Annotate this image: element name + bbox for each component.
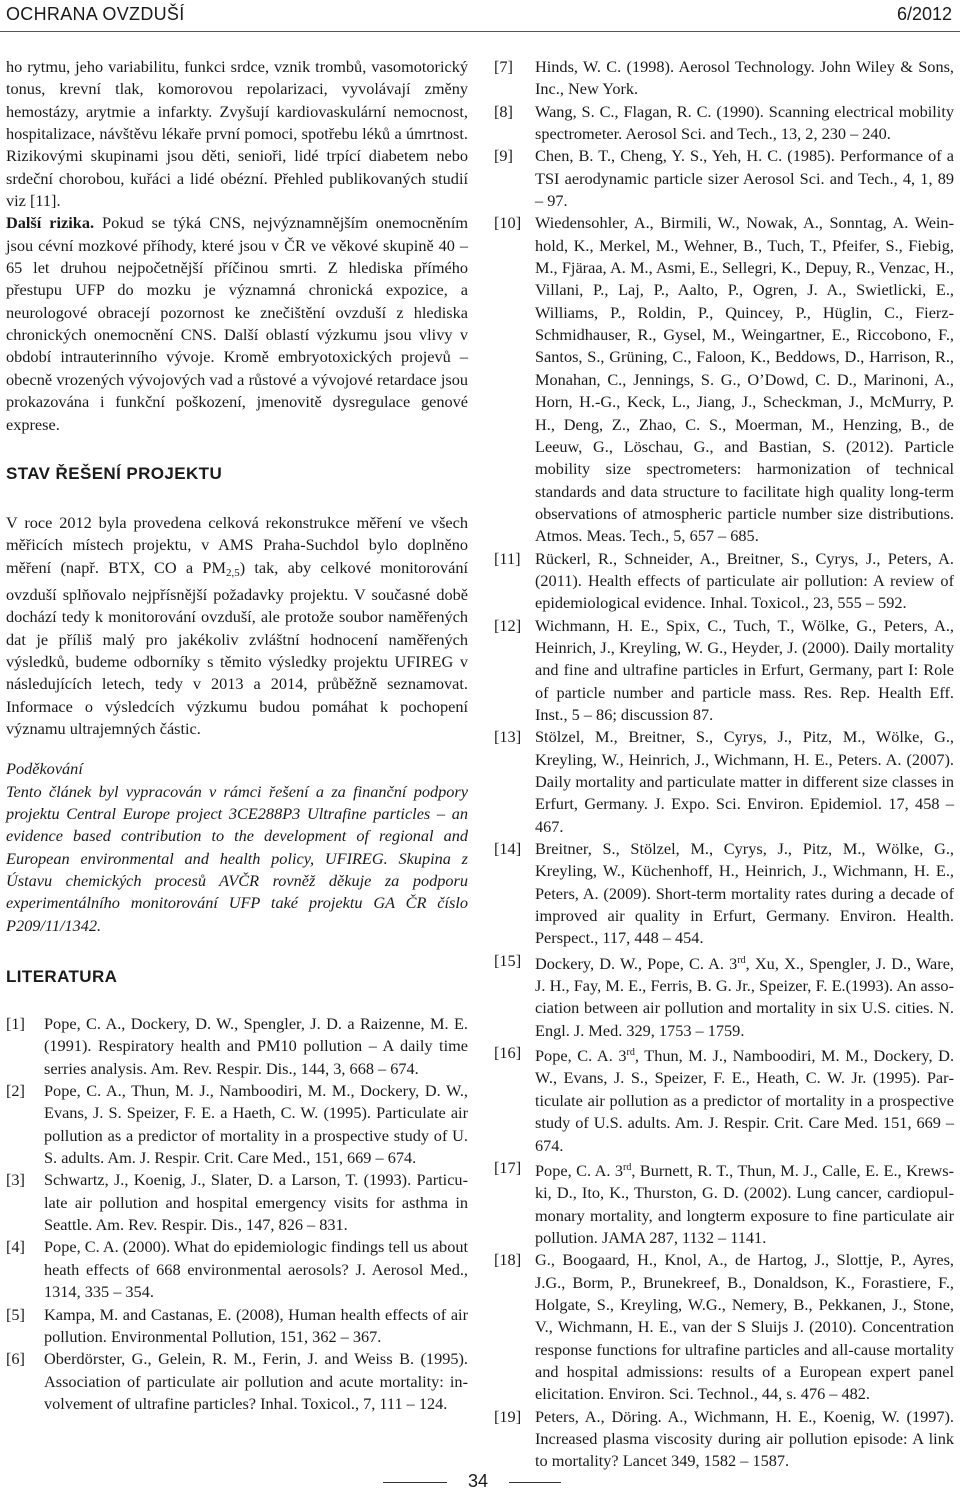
reference-number: [4] — [6, 1237, 25, 1257]
header-rule — [0, 31, 960, 32]
reference-list-left — [6, 1013, 468, 1415]
reference-item — [494, 212, 954, 547]
reference-text: Wichmann, H. E., Spix, C., Tuch, T., Wölke, G., Peters, A., Heinrich, J., Kreyling, W. G., Heyder, J. (2000). Daily mortality and fine and ultrafine particles in Erfurt, Germany, part I: Role of particle number and particle mass. Res. Rep. Health Eff. Inst., 5 – 86; discussion 87. — [535, 615, 954, 724]
reference-text: Wang, S. C., Flagan, R. C. (1990). Scanning electrical mobility spectrometer. Aerosol Sci. and Tech., 13, 2, 230 – 240. — [535, 101, 954, 144]
reference-item — [6, 1304, 468, 1349]
heading-literature: LITERATURA — [6, 967, 118, 987]
reference-item — [6, 1013, 468, 1080]
ordinal-superscript: rd — [623, 1161, 632, 1173]
reference-item-15 — [494, 950, 954, 1042]
reference-text-b: , Thun, M. J., Namboodiri, M. M., Dockery, D. W., Evans, J. S., Speizer, F. E., Heath, C. W. Jr. (1995). Particulate air pollution as a predictor of mortality in a prospective study of U.S. adults. Am. J. Respir. Crit. Care Med. 151, 669 – 674. — [535, 1046, 955, 1155]
reference-item — [494, 726, 954, 838]
reference-text: Pope, C. A., Dockery, D. W., Spengler, J. D. a Raizenne, M. E. (1991). Respiratory health and PM10 pollution – A daily time serries analysis. Am. Rev. Respir. Dis., 144, 3, 668 – 674. — [44, 1014, 468, 1078]
reference-item — [494, 145, 954, 212]
reference-number: [15] — [494, 950, 522, 970]
reference-text: Pope, C. A., Thun, M. J., Namboodiri, M. M., Dockery, D. W., Evans, J. S. Speizer, F. E. a Haeth, C. W. (1995). Particulate air pollution as a predictor of mortality in a prospective study of U. S. adults. Am. J. Respir. Crit. Care Med., 151, 669 – 674. — [44, 1081, 468, 1168]
risks-text: Pokud se týká CNS, nejvýznamnějším onemocněním jsou cévní mozkové příhody, které jsou v ČR ve věkové skupině 40 – 65 let druhou nejpočetnější příčinou smrti. Z hlediska přímého přestupu UFP do mozku je významná chronická expozice, a neurologové obracejí pozornost ke znečištění ovzduší z hlediska chronických onemocnění CNS. Další oblastí výzkumu jsou vlivy v období intrauterinního vývoje. Kromě embryotoxických projevů – obecně vrozených vývojových vad a růstové a vývojové retardace jsou prokazována i funkční poškození, jmenovitě dysregulace genové exprese. — [6, 213, 469, 434]
issue-number: 6/2012 — [896, 4, 952, 24]
heading-project-status: STAV ŘEŠENÍ PROJEKTU — [6, 463, 223, 483]
reference-item-16 — [494, 1042, 954, 1157]
right-column — [494, 56, 954, 1473]
reference-text: Chen, B. T., Cheng, Y. S., Yeh, H. C. (1985). Performance of a TSI aerodynamic particle sizer Aerosol Sci. and Tech., 4, 1, 89 – 97. — [535, 146, 954, 211]
reference-text-a: Dockery, D. W., Pope, C. A. 3 — [535, 953, 738, 973]
reference-item — [494, 1406, 954, 1473]
reference-number: [12] — [494, 615, 522, 635]
journal-title: OCHRANA OVZDUŠÍ — [6, 4, 185, 24]
reference-text: Oberdörster, G., Gelein, R. M., Ferin, J. and Weiss B. (1995). Association of particulate air pollution and acute mortality: involvement of ultrafine particles? Inhal. Toxicol., 7, 111 – 124. — [44, 1349, 468, 1413]
acknowledgement-text: Tento článek byl vypracován v rámci řešení a za finanční podpory projektu Central Europe project 3CE288P3 Ultrafine particles – an evidence based contribution to the development of regional and European environmental and health policy, UFIREG. Skupina z Ústavu chemických procesů AVČR rovněž děkuje za podporu experimentálního monitorování UFP také projektu GA ČR číslo P209/11/1342. — [6, 781, 468, 935]
intro-paragraph: ho rytmu, jeho variabilitu, funkci srdce, vznik trombů, vasomotorický tonus, krevní tlak, komorovou repolarizaci, vyvolávají změny hemostázy, arytmie a infarkty. Zvyšují kardiovaskulární nemocnost, hospitalizace, návštěvu lékaře první pomoci, spotřebu léků a úmrtnost. Rizikovými skupinami jsou děti, senioři, lidé trpící diabetem nebo srdeční chorobou, kuřáci a lidé obézní. Přehled publikovaných studií viz [11]. — [6, 57, 468, 211]
reference-item — [494, 615, 954, 727]
reference-item — [494, 548, 954, 615]
reference-text: G., Boogaard, H., Knol, A., de Hartog, J., Slottje, P., Ayres, J.G., Borm, P., Brunekreef, B., Donaldson, K., Forastiere, F., Holgate, S., Kreyling, W.G., Nemery, B., Pekkanen, J., Stone, V., Wichmann, H. E., van der S Sluijs J. (2010). Concentration response functions for ultrafine particles and all-cause mortality and hospital admissions: results of a European expert panel elicitation. Environ. Sci. Technol., 44, s. 476 – 482. — [535, 1250, 954, 1404]
reference-number: [5] — [6, 1304, 25, 1324]
risks-paragraph — [6, 212, 468, 435]
status-text-a: V roce 2012 byla provedena celková rekonstrukce měření ve všech měřicích místech projektu, v AMS Praha-Suchdol bylo doplněno měření (např. BTX, CO a PM — [6, 512, 468, 577]
reference-text-a: Pope, C. A. 3 — [535, 1160, 623, 1180]
reference-number: [10] — [494, 213, 522, 233]
reference-item — [494, 1249, 954, 1405]
reference-text: Breitner, S., Stölzel, M., Cyrys, J., Pitz, M., Wölke, G., Kreyling, W., Küchenhoff, H., Heinrich, J., Wichmann, H. E., Peters, A. (2009). Short-term mortality rates during a decade of improved air quality in Erfurt, Germany. Environ. Health. Perspect., 117, 448 – 454. — [535, 839, 954, 948]
reference-text: Peters, A., Döring. A., Wichmann, H. E., Koenig, W. (1997). Increased plasma viscosity during air pollution episode: A link to mortality? Lancet 349, 1582 – 1587. — [535, 1406, 954, 1471]
reference-number: [7] — [494, 57, 513, 76]
reference-number: [11] — [494, 548, 521, 568]
reference-text-b: , Burnett, R. T., Thun, M. J., Calle, E. E., Krewski, D., Ito, K., Thurston, G. D. (2002). Lung cancer, cardiopulmonary mortality, and longterm exposure to fine particulate air pollution. JAMA 287, 1132 – 1141. — [535, 1160, 955, 1247]
reference-text: Pope, C. A. (2000). What do epidemiologic findings tell us about heath effects of 668 environmental aerosols? J. Aerosol Med., 1314, 335 – 354. — [44, 1237, 468, 1302]
reference-item — [6, 1236, 468, 1303]
reference-text: Hinds, W. C. (1998). Aerosol Technology. John Wiley & Sons, Inc., New York. — [535, 57, 954, 99]
reference-item — [6, 1169, 468, 1236]
reference-item-17 — [494, 1157, 954, 1249]
reference-number: [18] — [494, 1250, 522, 1270]
reference-item — [494, 101, 954, 146]
reference-number: [13] — [494, 727, 522, 747]
status-text-b: ) tak, aby celkové monitorování ovzduší splňovalo nejpřísnější požadavky projektu. V současné době dochází tedy k monitorování ovzduší, ale protože soubor naměřených dat je příliš malý pro jakékoliv zvláštní hodnocení naměřených výsledků, budeme odborníky s těmito výsledky projektu UFIREG v následujících letech, tedy v 2013 a 2014, průběžně seznamovat. Informace o výsledcích výzkumu budou pomáhat k pochopení významu ultrajemných částic. — [6, 557, 468, 738]
risks-lead: Další rizika. — [6, 213, 95, 233]
reference-number: [14] — [494, 839, 522, 859]
reference-number: [16] — [494, 1043, 522, 1063]
ordinal-superscript: rd — [626, 1047, 635, 1059]
left-column — [6, 56, 468, 1415]
status-paragraph — [6, 512, 468, 740]
reference-text: Wiedensohler, A., Birmili, W., Nowak, A., Sonntag, A. Weinhold, K., Merkel, M., Wehner, B., Tuch, T., Pfeifer, S., Fiebig, M., Fjäraa, A. M., Asmi, E., Sellegri, K., Depuy, R., Venzac, H., Villani, P., Laj, P., Aalto, P., Ogren, J. A., Swietlicki, E., Williams, P., Roldin, P., Quincey, P., Hüglin, C., Fierz- Schmidhauser, R., Gysel, M., Weingartner, E., Riccobono, F., Santos, S., Grüning, C., Faloon, K., Beddows, D., Harrison, R., Monahan, C., Jennings, S. G., O’Dowd, C. D., Marinoni, A., Horn, H.-G., Keck, L., Jiang, J., Scheckman, J., McMurry, P. H., Deng, Z., Zhao, C. S., Moerman, M., Henzing, B., de Leeuw, G., Löschau, G., and Bastian, S. (2012). Particle mobility size spectrometers: harmonization of technical standards and data structure to facilitate high quality long-term observations of atmospheric particle number size distributions. Atmos. Meas. Tech., 5, 657 – 685. — [535, 213, 954, 546]
reference-item — [494, 56, 954, 101]
page-header — [0, 0, 960, 40]
reference-number: [2] — [6, 1081, 25, 1101]
reference-number: [19] — [494, 1406, 522, 1426]
reference-number: [3] — [6, 1170, 25, 1190]
acknowledgement-title: Poděkování — [6, 759, 83, 779]
reference-number: [6] — [6, 1349, 25, 1369]
reference-text: Schwartz, J., Koenig, J., Slater, D. a Larson, T. (1993). Particulate air pollution and hospital emergency visits for asthma in Seattle. Am. Rev. Respir. Dis., 147, 826 – 831. — [44, 1170, 468, 1235]
reference-item — [6, 1348, 468, 1415]
reference-number: [9] — [494, 146, 513, 166]
reference-item — [494, 838, 954, 950]
reference-number: [8] — [494, 101, 513, 121]
reference-text-a: Pope, C. A. 3 — [535, 1046, 627, 1066]
reference-text-b: , Xu, X., Spengler, J. D., Ware, J. H., Fay, M. E., Ferris, B. G. Jr., Speizer, F. E.(1993). An association between air pollution and mortality in six U.S. cities. N. Engl. J. Med. 329, 1753 – 1759. — [535, 953, 954, 1040]
page-number: 34 — [447, 1471, 509, 1492]
status-subscript: 2,5 — [225, 566, 240, 579]
reference-number: [1] — [6, 1014, 25, 1034]
reference-number: [17] — [494, 1157, 522, 1177]
reference-text: Kampa, M. and Castanas, E. (2008), Human health effects of air pollution. Environmental Pollution, 151, 362 – 367. — [44, 1304, 468, 1346]
ordinal-superscript: rd — [737, 954, 746, 966]
reference-text: Rückerl, R., Schneider, A., Breitner, S., Cyrys, J., Peters, A. (2011). Health effects of particulate air pollution: A review of epidemiological evidence. Inhal. Toxicol., 23, 555 – 592. — [535, 548, 954, 613]
reference-text: Stölzel, M., Breitner, S., Cyrys, J., Pitz, M., Wölke, G., Kreyling, W., Heinrich, J., Wichmann, H. E., Peters. A. (2007). Daily mortality and particulate matter in different size classes in Erfurt, Germany. J. Expo. Sci. Environ. Epidemiol. 17, 458 – 467. — [535, 727, 954, 836]
reference-item — [6, 1080, 468, 1169]
